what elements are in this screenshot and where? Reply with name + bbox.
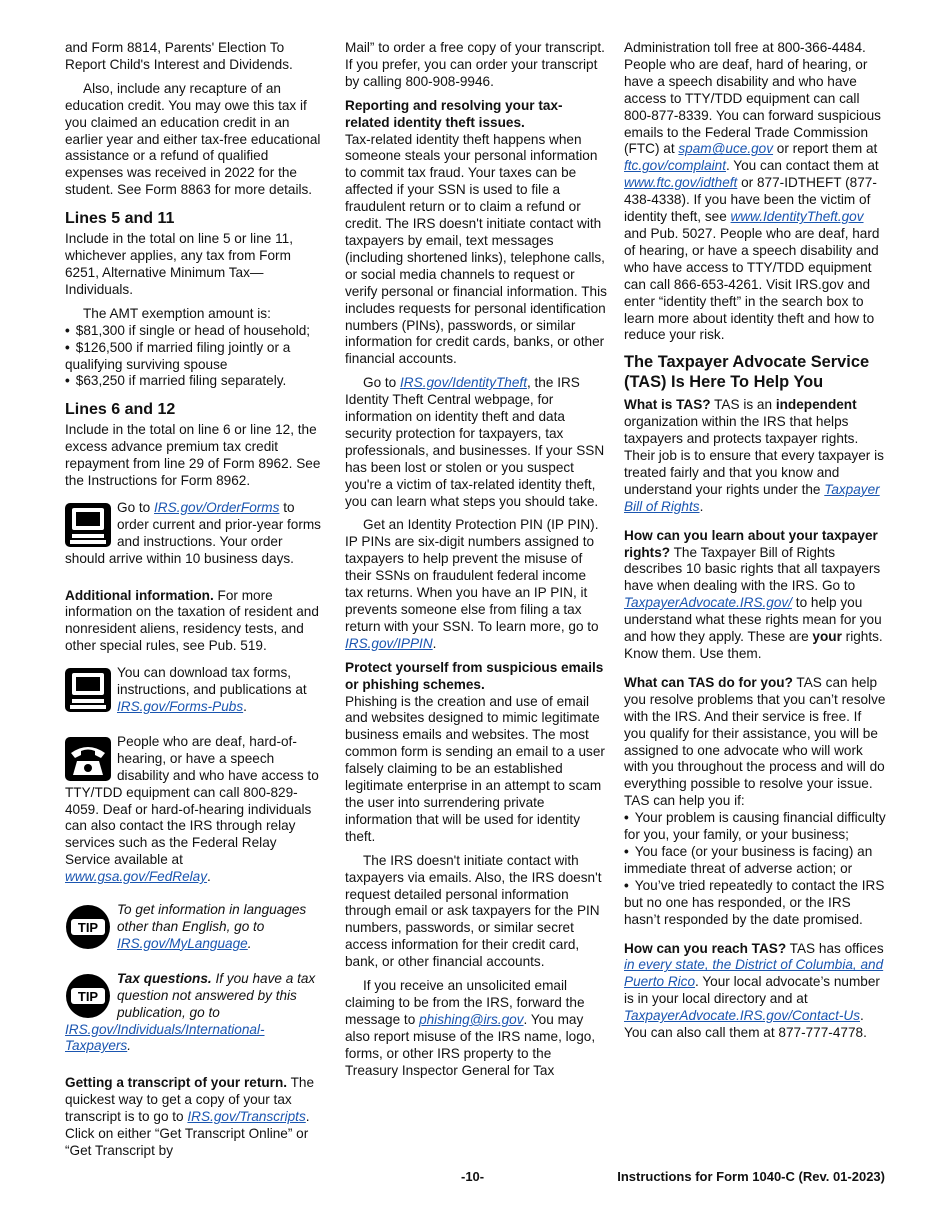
ftc-idtheft-link[interactable]: www.ftc.gov/idtheft [624, 175, 738, 191]
paragraph: Phishing is the creation and use of email and websites designed to mimic legitimate business emails and websites. The most common form is sending an email to a user falsely claiming to be an established legitimate enterprise in an attempt to scam the user into surrendering private information that will be used for identity theft. [345, 693, 605, 844]
paragraph: Tax-related identity theft happens when someone steals your personal information to commit tax fraud. Your taxes can be affected if your SSN is used to file a fraudulent return or to claim a refund or credit. The IRS doesn't initiate contact with taxpayers by email, text messages (including shortened links), telephone calls, or social media channels to request or verify personal or financial information. This includes requests for personal identification numbers (PINs), passwords, or similar information for credit cards, banks, or other financial accounts. [345, 131, 607, 367]
bill-of-rights-link[interactable]: Taxpayer Bill of Rights [624, 481, 880, 514]
column-1 [65, 40, 325, 1160]
paragraph: Getting a transcript of your return. The quickest way to get a copy of your tax transcript is to go to IRS.gov/Transcripts. Click on either “Get Transcript Online” or “Get Transcript by [65, 1075, 315, 1158]
tip-label: TIP [77, 988, 99, 1004]
identity-theft-link[interactable]: IRS.gov/IdentityTheft [400, 375, 527, 391]
paragraph: To get information in languages other than English, go to IRS.gov/MyLanguage. [117, 902, 307, 951]
column-2 [345, 40, 607, 1079]
my-language-link[interactable]: IRS.gov/MyLanguage [117, 935, 248, 951]
tty-note [65, 734, 325, 886]
fed-relay-link[interactable]: www.gsa.gov/FedRelay [65, 869, 208, 885]
paragraph: The AMT exemption amount is: [83, 305, 271, 321]
phishing-email-link[interactable]: phishing@irs.gov [419, 1011, 524, 1027]
spam-email-link[interactable]: spam@uce.gov [678, 141, 774, 157]
tip-icon [65, 973, 111, 1019]
section-heading: Lines 6 and 12 [65, 401, 176, 419]
section-heading: Lines 5 and 11 [65, 210, 175, 228]
list-item: • You’ve tried repeatedly to contact the IRS but no one has responded, or the IRS hasn’t responded by the date promised. [624, 878, 886, 929]
computer-icon [65, 503, 111, 547]
subheading: Reporting and resolving your tax-related identity theft issues. [345, 97, 563, 130]
paragraph: What can TAS do for you? TAS can help you resolve problems that you can’t resolve with the IRS. And their service is free. If you qualify for their assistance, you will be assigned to one advocate who will work with you throughout the process and will do everything possible to resolve your issue. TAS can help you if: [624, 674, 886, 809]
paragraph: Go to IRS.gov/OrderForms to order current and prior-year forms and instructions. Your order should arrive within 10 business days. [65, 499, 321, 566]
tip-tax-questions [65, 971, 325, 1056]
paragraph: The IRS doesn't initiate contact with taxpayers via emails. Also, the IRS doesn't request detailed personal information through email or ask taxpayers for the PIN numbers, passwords, or similar secret access information for their credit card, bank, or other financial accounts. [345, 852, 602, 970]
telephone-icon [65, 737, 111, 781]
paragraph: Additional information. For more information on the taxation of resident and nonresident aliens, residency tests, and other special rules, see Pub. 519. [65, 587, 319, 654]
page-footer [65, 1169, 885, 1187]
paragraph: Go to IRS.gov/IdentityTheft, the IRS Identity Theft Central webpage, for information on identity theft and data security protection for taxpayers, tax professionals, and businesses. If your SSN has been lost or stolen or you suspect you're a victim of tax-related identity theft, you can learn what steps you should take. [345, 375, 605, 509]
download-note [65, 665, 325, 716]
identitytheft-gov-link[interactable]: www.IdentityTheft.gov [730, 209, 864, 225]
list-item: • $63,250 if married filing separately. [65, 373, 325, 390]
paragraph: Tax questions. If you have a tax question not answered by this publication, go to IRS.gov/Individuals/International-Taxpayers. [65, 970, 316, 1054]
page-number: -10- [461, 1169, 485, 1184]
list-item: • $81,300 if single or head of household; [65, 323, 325, 340]
ippin-link[interactable]: IRS.gov/IPPIN [345, 635, 433, 651]
paragraph: What is TAS? TAS is an independent organization within the IRS that helps taxpayers and protects taxpayer rights. Their job is to ensure that every taxpayer is treated fairly and that you know and understand your rights under the Taxpayer Bill of Rights. [624, 397, 884, 514]
paragraph: Administration toll free at 800-366-4484. People who are deaf, hard of hearing, or have a speech disability and who have access to TTY/TDD equipment can call 800-877-8339. You can forward suspicious emails to the Federal Trade Commission (FTC) at spam@uce.gov or report them at ftc.gov/complaint. You can contact them at www.ftc.gov/idtheft or 877-IDTHEFT (877-438-4338). If you have been the victim of identity theft, see www.IdentityTheft.gov and Pub. 5027. People who are deaf, hard of hearing, or have a speech disability and who have access to TTY/TDD equipment can call 866-653-4261. Visit IRS.gov and enter “identity theft” in the search box to learn more about identity theft and how to reduce your risk. [624, 40, 881, 343]
paragraph: Include in the total on line 5 or line 11, whichever applies, any tax from Form 6251, Alternative Minimum Tax—Individuals. [65, 231, 293, 297]
tip-language [65, 902, 325, 953]
paragraph: Include in the total on line 6 or line 12, the excess advance premium tax credit repayment from line 29 of Form 8962. See the Instructions for Form 8962. [65, 422, 321, 489]
taxpayer-advocate-link[interactable]: TaxpayerAdvocate.IRS.gov/ [624, 595, 793, 611]
international-taxpayers-link[interactable]: IRS.gov/Individuals/International-Taxpayers [65, 1021, 265, 1054]
list-item: • $126,500 if married filing jointly or a qualifying surviving spouse [65, 340, 325, 374]
section-heading: The Taxpayer Advocate Service (TAS) Is Here To Help You [624, 353, 870, 392]
paragraph: Mail” to order a free copy of your transcript. If you prefer, you can order your transcript by calling 800-908-9946. [345, 40, 605, 89]
subheading: Protect yourself from suspicious emails or phishing schemes. [345, 659, 604, 692]
paragraph: People who are deaf, hard-of-hearing, or have a speech disability and who have access to TTY/TDD equipment can call 800-829-4059. Deaf or hard-of-hearing individuals can also contact the IRS through relay services such as the Federal Relay Service available at www.gsa.gov/FedRelay. [65, 733, 319, 885]
column-3 [624, 40, 886, 1042]
forms-pubs-link[interactable]: IRS.gov/Forms-Pubs [117, 699, 244, 714]
ftc-complaint-link[interactable]: ftc.gov/complaint [624, 158, 726, 174]
paragraph: and Form 8814, Parents' Election To Report Child's Interest and Dividends. [65, 40, 293, 72]
tip-icon [65, 904, 111, 950]
list-item: • You face (or your business is facing) an immediate threat of adverse action; or [624, 844, 886, 878]
order-forms-note [65, 500, 325, 568]
contact-us-link[interactable]: TaxpayerAdvocate.IRS.gov/Contact-Us [624, 1008, 860, 1024]
paragraph: How can you reach TAS? TAS has offices in every state, the District of Columbia, and Puerto Rico. Your local advocate’s number is in your local directory and at TaxpayerAdvocate.IRS.gov/Contact-Us. You can also call them at 877-777-4778. [624, 940, 884, 1041]
paragraph: Also, include any recapture of an education credit. You may owe this tax if you claimed an education credit in an earlier year and either tax-free educational assistance or a refund of qualified expenses was received in 2022 for the student. See Form 8863 for more details. [65, 80, 321, 198]
paragraph: Get an Identity Protection PIN (IP PIN). IP PINs are six-digit numbers assigned to taxpayers to help prevent the misuse of their SSNs on fraudulent federal income tax returns. When you have an IP PIN, it prevents someone else from filing a tax return with your SSN. To learn more, go to IRS.gov/IPPIN. [345, 517, 599, 651]
paragraph: How can you learn about your taxpayer rights? The Taxpayer Bill of Rights describes 10 basic rights that all taxpayers have when dealing with the IRS. Go to TaxpayerAdvocate.IRS.gov/ to help you understand what these rights mean for you and how they apply. These are your rights. Know them. Use them. [624, 527, 883, 661]
computer-icon [65, 668, 111, 712]
document-title: Instructions for Form 1040-C (Rev. 01-2023) [617, 1169, 885, 1184]
list-item: • Your problem is causing financial difficulty for you, your family, or your business; [624, 810, 886, 844]
paragraph: You can download tax forms, instructions, and publications at IRS.gov/Forms-Pubs. [117, 665, 307, 714]
local-offices-link[interactable]: in every state, the District of Columbia, and Puerto Rico [624, 957, 884, 990]
tip-label: TIP [77, 920, 99, 936]
transcripts-link[interactable]: IRS.gov/Transcripts [187, 1109, 306, 1125]
paragraph: If you receive an unsolicited email claiming to be from the IRS, forward the message to phishing@irs.gov. You may also report misuse of the IRS name, logo, forms, or other IRS property to the Treasury Inspector General for Tax [345, 978, 596, 1078]
order-forms-link[interactable]: IRS.gov/OrderForms [154, 499, 280, 515]
